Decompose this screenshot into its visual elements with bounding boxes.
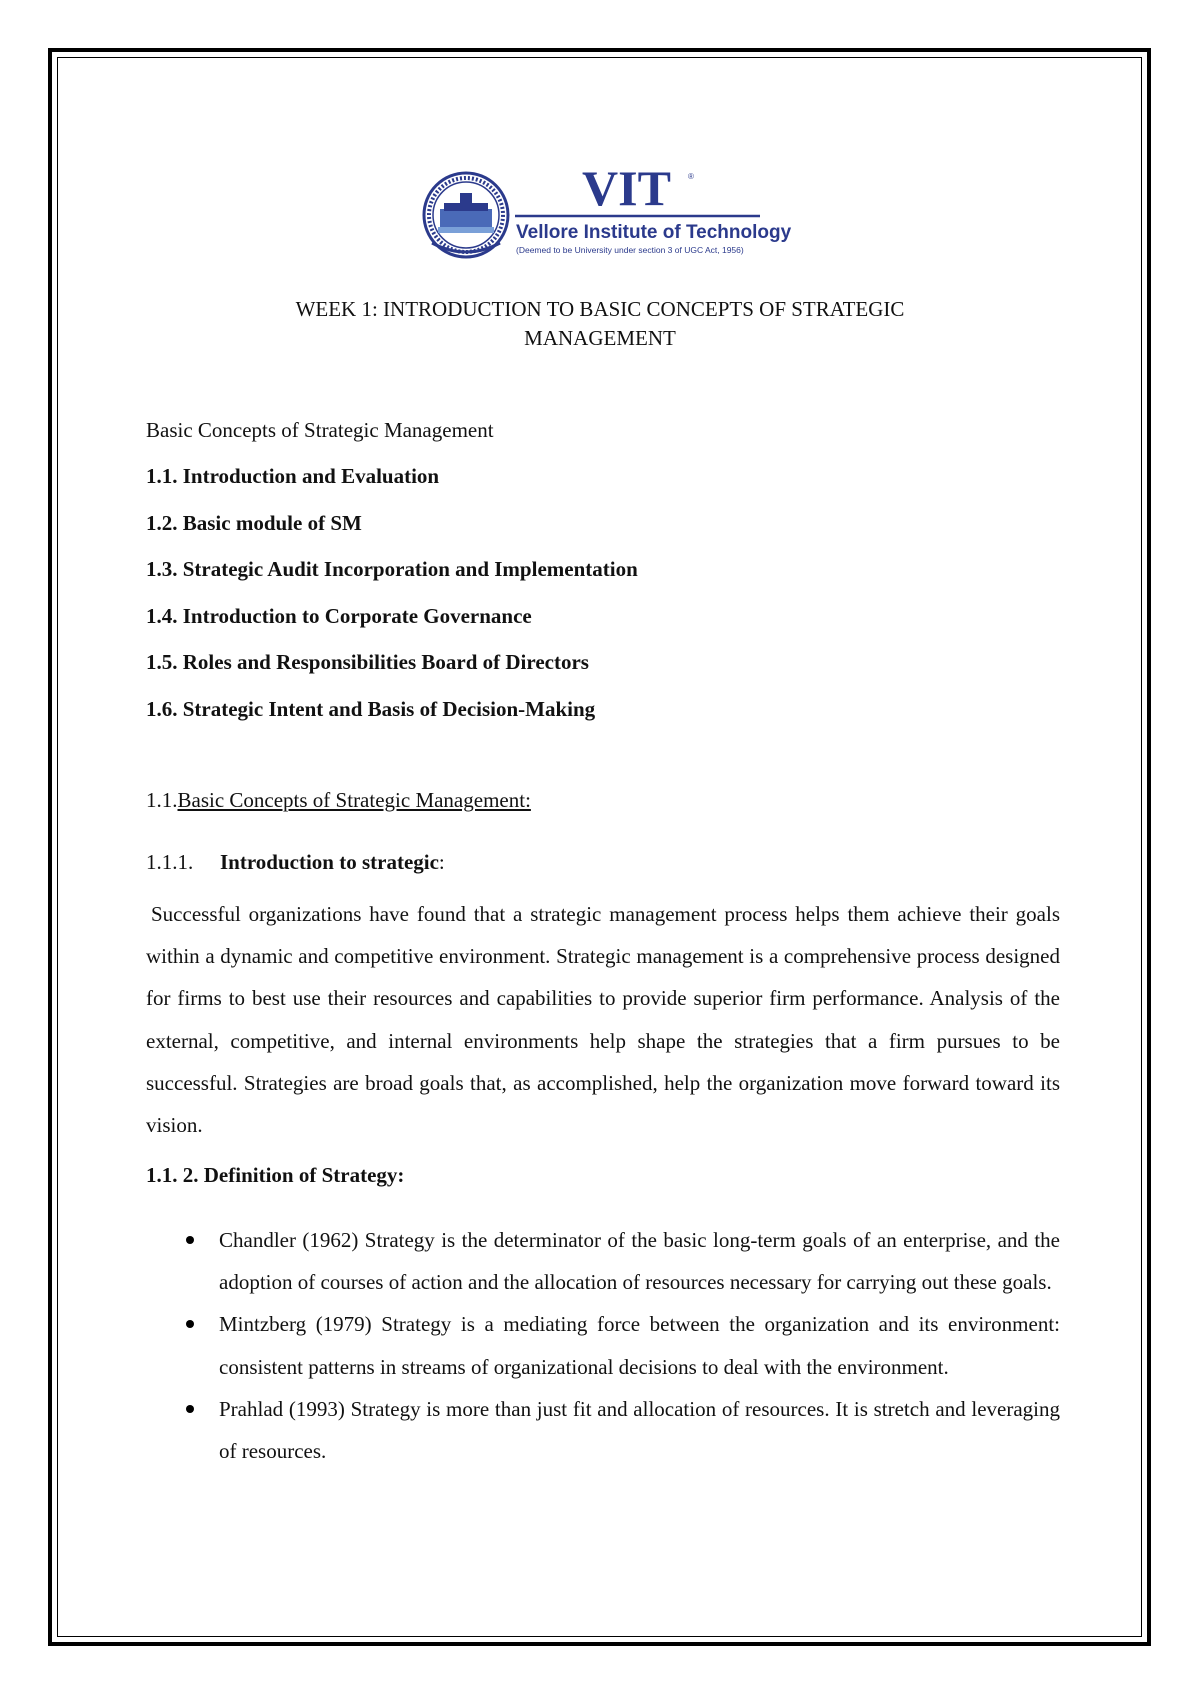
contents-item: 1.5. Roles and Responsibilities Board of Directors bbox=[146, 650, 589, 674]
bullet-icon bbox=[186, 1236, 194, 1244]
contents-item: 1.2. Basic module of SM bbox=[146, 510, 362, 535]
definition-item bbox=[146, 1303, 1060, 1387]
section-heading bbox=[146, 788, 531, 813]
subsection-colon: : bbox=[438, 850, 445, 874]
contents-list bbox=[146, 463, 638, 742]
vit-full-name: Vellore Institute of Technology bbox=[516, 222, 792, 243]
bullet-icon bbox=[186, 1405, 194, 1413]
contents-item: 1.3. Strategic Audit Incorporation and Implementation bbox=[146, 557, 638, 581]
svg-text:®: ® bbox=[688, 172, 694, 181]
contents-item: 1.1. Introduction and Evaluation bbox=[146, 464, 440, 488]
document-title-line-1: WEEK 1: INTRODUCTION TO BASIC CONCEPTS OF STRATEGIC bbox=[295, 297, 905, 321]
section-number: 1.1. bbox=[146, 788, 178, 812]
definition-text: Mintzberg (1979) Strategy is a mediating force between the organization and its environment: consistent patterns in streams of organizational decisions to deal with the environment. bbox=[219, 1312, 1060, 1379]
definition-item bbox=[146, 1388, 1060, 1472]
subsection-title: Introduction to strategic bbox=[220, 850, 439, 874]
vit-tagline: (Deemed to be University under section 3 of UGC Act, 1956) bbox=[516, 245, 744, 255]
definition-heading: 1.1. 2. Definition of Strategy: bbox=[146, 1163, 405, 1187]
subsection-heading-intro bbox=[146, 850, 445, 875]
definition-text: Chandler (1962) Strategy is the determinator of the basic long-term goals of an enterprise, and the adoption of courses of action and the allocation of resources necessary for carrying out these goals. bbox=[219, 1228, 1060, 1295]
intro-paragraph: Successful organizations have found that a strategic management process helps them achieve their goals within a dynamic and competitive environment. Strategic management is a comprehensive process designed for firms to best use their resources and capabilities to provide superior firm performance. Analysis of the external, competitive, and internal environments help shape the strategies that a firm pursues to be successful. Strategies are broad goals that, as accomplished, help the organization move forward toward its vision. bbox=[146, 902, 1060, 1138]
definition-list bbox=[146, 1219, 1060, 1472]
contents-heading: Basic Concepts of Strategic Management bbox=[146, 418, 494, 442]
definition-item bbox=[146, 1219, 1060, 1303]
contents-item: 1.6. Strategic Intent and Basis of Decision-Making bbox=[146, 696, 596, 721]
document-title-line-2: MANAGEMENT bbox=[524, 326, 676, 350]
section-title: Basic Concepts of Strategic Management: bbox=[177, 788, 531, 812]
contents-item: 1.4. Introduction to Corporate Governance bbox=[146, 603, 532, 628]
subsection-number: 1.1.1. bbox=[146, 850, 194, 874]
vit-wordmark: VIT bbox=[582, 165, 671, 216]
university-seal-icon bbox=[424, 173, 508, 257]
vit-logo bbox=[420, 165, 800, 265]
bullet-icon bbox=[186, 1320, 194, 1328]
definition-text: Prahlad (1993) Strategy is more than just fit and allocation of resources. It is stretch and leveraging of resources. bbox=[219, 1396, 1060, 1464]
